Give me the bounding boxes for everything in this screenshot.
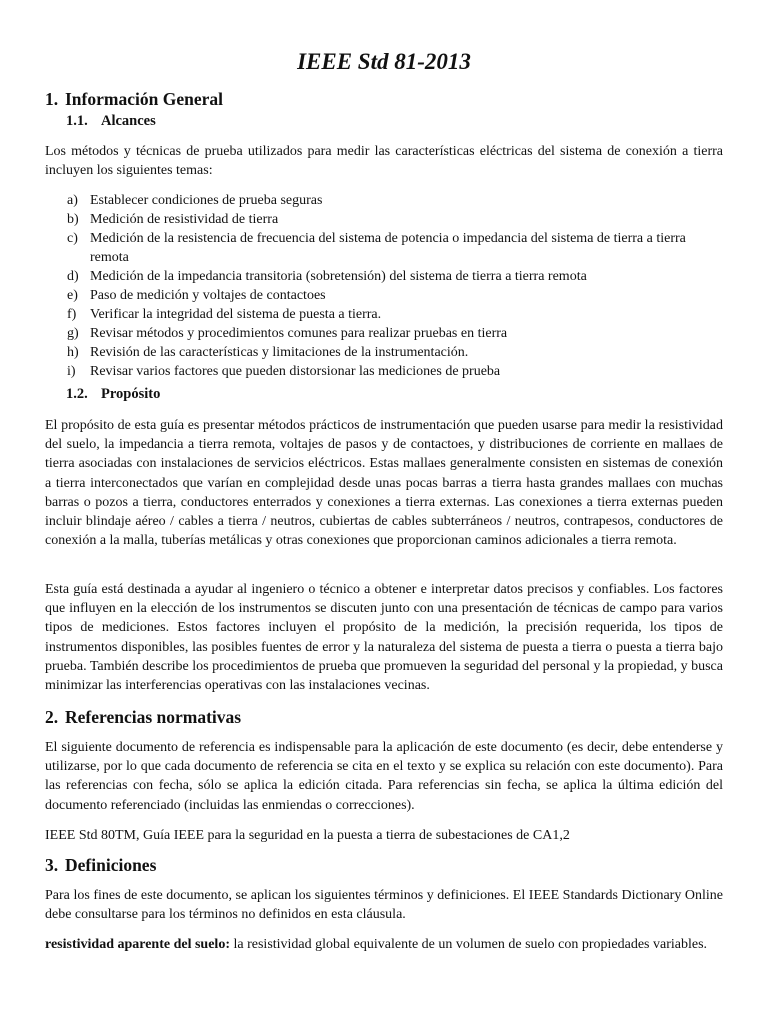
section-number: 1.1. xyxy=(66,113,88,129)
topic-list-item xyxy=(45,324,723,343)
section-2-heading xyxy=(45,706,241,728)
topic-list-item xyxy=(45,210,723,229)
topic-list-item xyxy=(45,343,723,362)
list-marker: h) xyxy=(67,345,79,360)
reference-entry: IEEE Std 80TM, Guía IEEE para la seguridad en la puesta a tierra de subestaciones de CA1,2 xyxy=(45,828,570,843)
list-marker: i) xyxy=(67,364,76,379)
definition-text: la resistividad global equivalente de un volumen de suelo con propiedades variables. xyxy=(230,937,708,952)
list-item-text: Medición de la impedancia transitoria (sobretensión) del sistema de tierra a tierra remota xyxy=(90,269,587,284)
section-number: 2. xyxy=(45,707,59,727)
list-item-text: Revisar varios factores que pueden distorsionar las mediciones de prueba xyxy=(90,364,501,379)
section-title: Definiciones xyxy=(65,855,157,875)
section-title: Alcances xyxy=(101,113,156,129)
list-item-text: Revisar métodos y procedimientos comunes para realizar pruebas en tierra xyxy=(90,326,508,341)
definition-entry xyxy=(45,935,723,954)
definitions-intro-paragraph: Para los fines de este documento, se aplican los siguientes términos y definiciones. El IEEE Standards Dictionary Online debe consultarse para los términos no definidos en esta cláusula. xyxy=(45,888,723,923)
list-item-text: Paso de medición y voltajes de contactoes xyxy=(90,288,326,303)
topic-list-item xyxy=(45,267,723,286)
section-number: 1. xyxy=(45,89,59,109)
topic-list-item xyxy=(45,229,723,267)
section-1-2-heading xyxy=(66,384,160,404)
purpose-paragraph-1: El propósito de esta guía es presentar métodos prácticos de instrumentación que pueden usarse para medir la resistividad del suelo, la impedancia a tierra remota, voltajes de pasos y de contactoes, y distribuciones de corriente en mallaes de tierra asociadas con instalaciones de servicios eléctricos. Estas mallaes generalmente consisten en sistemas de conexión a tierra interconectados que varían en complejidad desde unas pocas barras a tierra hasta grandes mallaes con muchas barras o pozos a tierra, conductores enterrados y conexiones a tierra externas. Las conexiones a tierra externas pueden incluir blindaje aéreo / cables a tierra / neutros, cubiertas de cables subterráneos / neutros, contrapesos, conductores de conexión a la malla, tuberías metálicas y otras conexiones que proporcionan caminos adicionales a tierra remota. xyxy=(45,418,723,549)
list-marker: e) xyxy=(67,288,78,303)
topic-list-item xyxy=(45,362,723,381)
list-marker: b) xyxy=(67,212,79,227)
section-title: Referencias normativas xyxy=(65,707,242,727)
list-item-text: Medición de resistividad de tierra xyxy=(90,212,279,227)
section-title: Propósito xyxy=(101,386,161,402)
scope-intro-paragraph: Los métodos y técnicas de prueba utilizados para medir las características eléctricas del sistema de conexión a tierra incluyen los siguientes temas: xyxy=(45,144,723,179)
list-item-text: Establecer condiciones de prueba seguras xyxy=(90,193,323,208)
section-1-heading xyxy=(45,88,223,110)
section-number: 1.2. xyxy=(66,386,88,402)
topic-list-item xyxy=(45,191,723,210)
section-1-1-heading xyxy=(66,111,156,131)
references-paragraph: El siguiente documento de referencia es indispensable para la aplicación de este documento (es decir, debe entenderse y utilizarse, por lo que cada documento de referencia se cita en el texto y se explica su relación con este documento). Para las referencias con fecha, sólo se aplica la edición citada. Para referencias sin fecha, se aplica la última edición del documento referenciado (incluidas las enmiendas o correcciones). xyxy=(45,740,723,813)
topic-list-item xyxy=(45,305,723,324)
purpose-paragraph-2: Esta guía está destinada a ayudar al ingeniero o técnico a obtener e interpretar datos precisos y confiables. Los factores que influyen en la elección de los instrumentos se discuten junto con una presentación de técnicas de campo para varios tipos de mediciones. Estos factores incluyen el propósito de la medición, la precisión requerida, los tipos de instrumentos disponibles, las posibles fuentes de error y la naturaleza del sistema de puesta a tierra o puesta a tierra bajo prueba. También describe los procedimientos de prueba que promueven la seguridad del personal y la propiedad, y busca minimizar las interferencias operativas con las instalaciones vecinas. xyxy=(45,582,723,694)
list-marker: g) xyxy=(67,326,79,341)
list-item-text: Medición de la resistencia de frecuencia del sistema de potencia o impedancia del sistema de tierra a tierra remota xyxy=(90,231,686,265)
list-marker: c) xyxy=(67,231,78,246)
definition-term: resistividad aparente del suelo: xyxy=(45,937,230,952)
list-item-text: Revisión de las características y limitaciones de la instrumentación. xyxy=(90,345,469,360)
section-3-heading xyxy=(45,854,156,876)
list-marker: a) xyxy=(67,193,78,208)
list-marker: d) xyxy=(67,269,79,284)
list-item-text: Verificar la integridad del sistema de puesta a tierra. xyxy=(90,307,382,322)
section-title: Información General xyxy=(65,89,223,109)
topic-list-item xyxy=(45,286,723,305)
scope-topic-list xyxy=(45,191,723,381)
section-number: 3. xyxy=(45,855,59,875)
list-marker: f) xyxy=(67,307,77,322)
document-title: IEEE Std 81-2013 xyxy=(297,49,471,74)
